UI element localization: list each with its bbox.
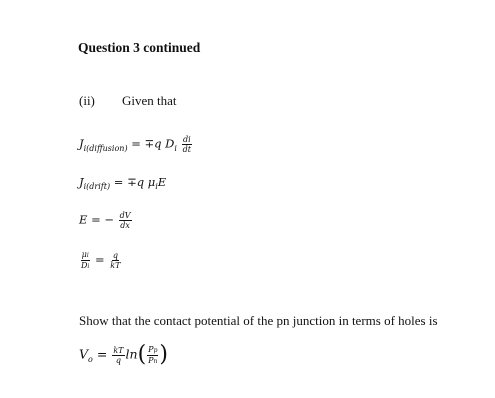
eq1-denominator: dt xyxy=(182,145,191,154)
eq2-field: E xyxy=(157,175,167,189)
result-equals: = xyxy=(96,346,108,362)
eq2-lhs: J xyxy=(79,175,84,189)
result-numerator: kT xyxy=(113,345,124,355)
part-number: (ii) xyxy=(79,93,95,108)
contact-potential-equation: $V_o$ = $\frac{kT}{q}$ ln( $\frac{Pp}{Pn}$ ) xyxy=(79,342,169,367)
result-denominator: q xyxy=(115,355,121,365)
eq3-lhs: E xyxy=(79,212,88,227)
eq1-derivative xyxy=(182,135,192,154)
eq1-sign: ∓ xyxy=(144,136,155,151)
result-lhs: V xyxy=(79,346,89,362)
electric-field-equation xyxy=(79,211,133,230)
eq4-left-numerator: μ xyxy=(81,250,87,259)
eq2-equals: = xyxy=(113,175,124,189)
drift-current-equation xyxy=(79,175,166,189)
eq4-left-numerator-subscript: i xyxy=(86,252,89,259)
result-argument-denominator-subscript: n xyxy=(153,357,158,365)
eq1-coefficient-subscript: i xyxy=(174,143,177,153)
question-heading: Question 3 continued xyxy=(78,40,201,55)
eq1-numerator: di xyxy=(182,135,191,144)
eq3-equals: = xyxy=(91,212,101,227)
eq1-lhs: J xyxy=(79,136,84,151)
eq3-denominator: dx xyxy=(120,221,130,230)
problem-statement: Show that the contact potential of the pn junction in terms of holes is xyxy=(79,313,438,328)
given-label: Given that xyxy=(122,93,177,108)
eq2-coefficient-subscript: i xyxy=(155,182,158,191)
eq2-lhs-subscript: i(drift) xyxy=(83,182,111,191)
eq4-right-fraction xyxy=(109,251,121,270)
result-coefficient xyxy=(112,346,124,365)
eq4-left-denominator: D xyxy=(81,261,88,270)
eq4-left-fraction xyxy=(80,250,90,271)
einstein-relation-equation xyxy=(79,250,122,271)
result-argument-denominator: P xyxy=(148,355,154,365)
eq3-sign: − xyxy=(104,212,114,227)
eq3-derivative xyxy=(119,211,132,230)
eq4-right-numerator: q xyxy=(112,251,118,260)
eq2-coefficient: q μ xyxy=(136,175,156,189)
eq1-coefficient: q D xyxy=(154,136,175,151)
result-argument-numerator: P xyxy=(148,344,154,354)
eq4-left-denominator-subscript: i xyxy=(87,263,90,270)
result-argument xyxy=(147,345,158,366)
result-lhs-subscript: o xyxy=(88,354,93,364)
eq3-numerator: dV xyxy=(119,211,131,220)
result-function: ln xyxy=(125,346,138,362)
eq4-equals: = xyxy=(95,252,105,267)
eq1-equals: = xyxy=(131,136,141,151)
eq4-right-denominator: kT xyxy=(110,261,121,270)
diffusion-current-equation xyxy=(79,135,193,154)
eq1-lhs-subscript: i(diffusion) xyxy=(83,143,128,153)
result-argument-numerator-subscript: p xyxy=(153,346,158,354)
eq2-sign: ∓ xyxy=(127,175,137,189)
